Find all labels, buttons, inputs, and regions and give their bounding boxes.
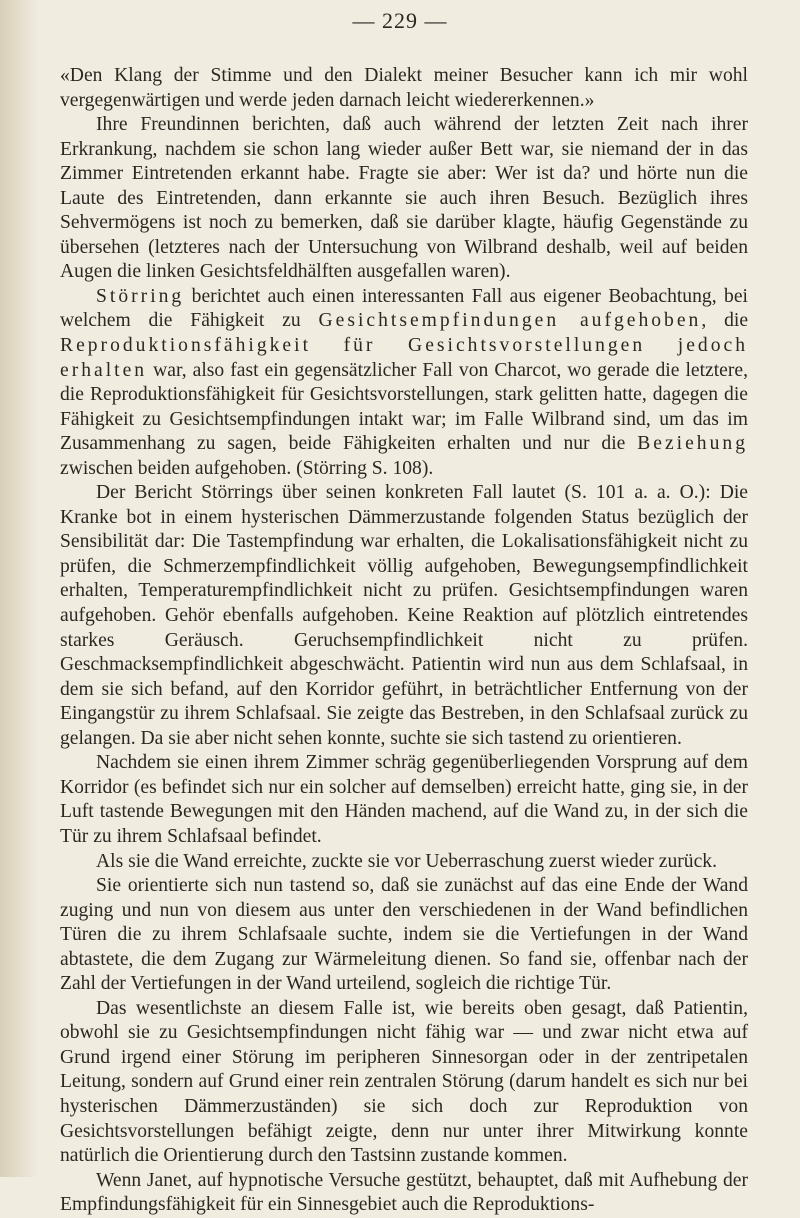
page-edge-shadow <box>0 0 38 1177</box>
text-segment: Der Bericht Störrings über seinen konkreten Fall lautet (S. 101 a. a. O.): Die Kranke bot in einem hysterischen Dämmerzustande folgenden Status bezüglich der Sensibilität dar: Die Tastempfindung war erhalten, die Lokalisationsfähigkeit nicht zu prüfen, die Schmerzempfindlichkeit völlig aufgehoben, Bewegungsempfindlichkeit erhalten, Temperaturempfindlichkeit nicht zu prüfen. Gesichtsempfindungen waren aufgehoben. Gehör ebenfalls aufgehoben. Keine Reaktion auf plötzlich eintretendes starkes Geräusch. Geruchsempfindlichkeit nicht zu prüfen. Geschmacksempfindlichkeit abgeschwächt. Patientin wird nun aus dem Schlafsaal, in dem sie sich befand, auf den Korridor geführt, in beträchtlicher Entfernung von der Eingangstür zu ihrem Schlafsaal. Sie zeigte das Bestreben, in den Schlafsaal zurück zu gelangen. Da sie aber nicht sehen konnte, suchte sie sich tastend zu orientieren. <box>60 482 748 749</box>
paragraph-p1 <box>60 64 748 113</box>
paragraph-p2 <box>60 113 748 285</box>
text-segment: , die <box>701 310 749 332</box>
paragraph-p6 <box>60 850 748 875</box>
text-segment: Wenn Janet, auf hypnotische Versuche gestützt, behauptet, daß mit Aufhebung der Empfindungsfähigkeit für ein Sinnesgebiet auch die Reproduktions- <box>60 1169 748 1216</box>
text-segment: «Den Klang der Stimme und den Dialekt meiner Besucher kann ich mir wohl vergegenwärtigen und werde jeden darnach leicht wiedererkennen.» <box>60 65 748 111</box>
paragraph-p3 <box>60 285 748 481</box>
text-segment: Nachdem sie einen ihrem Zimmer schräg gegenüberliegenden Vorsprung auf dem Korridor (es befindet sich nur ein solcher auf demselben) erreicht hatte, ging sie, in der Luft tastende Bewegungen mit den Händen machend, auf die Wand zu, in der sich die Tür zu ihrem Schlafsaal befindet. <box>60 752 748 847</box>
text-segment: Sie orientierte sich nun tastend so, daß sie zunächst auf das eine Ende der Wand zuging und nun von diesem aus unter den verschiedenen in der Wand befindlichen Türen die zu ihrem Schlafsaale suchte, indem sie die Vertiefungen in der Wand abtastete, die dem Zugang zur Wärmeleitung dienen. So fand sie, offenbar nach der Zahl der Vertiefungen in der Wand urteilend, sogleich die richtige Tür. <box>60 875 748 995</box>
paragraph-p9 <box>60 1169 748 1218</box>
paragraph-p4 <box>60 481 748 751</box>
spaced-text: Störring <box>96 285 185 307</box>
text-segment: Ihre Freundinnen berichten, daß auch während der letzten Zeit nach ihrer Erkrankung, nachdem sie schon lang wieder außer Bett war, sie niemand der in das Zimmer Eintretenden erkannt habe. Fragte sie aber: Wer ist da? und hörte nun die Laute des Eintretenden, dann erkannte sie auch ihren Besuch. Bezüglich ihres Sehvermögens ist noch zu bemerken, daß sie darüber klagte, häufig Gegenstände zu übersehen (letzteres nach der Untersuchung von Wilbrand deshalb, weil auf beiden Augen die linken Gesichtsfeldhälften ausgefallen waren). <box>60 114 748 283</box>
text-segment: berichtet auch einen interessanten Fall aus eigener Beobachtung, bei welchem die Fähigkeit zu <box>60 285 748 332</box>
spaced-text: Gesichtsempfindungen aufgehoben <box>318 310 702 332</box>
paragraph-p8 <box>60 997 748 1169</box>
page-number: — 229 — <box>352 8 448 33</box>
text-segment: war, also fast ein gegensätzlicher Fall von Charcot, wo gerade die letztere, die Reproduktionsfähigkeit für Gesichtsvorstellungen, stark gelitten hatte, dagegen die Fähigkeit zu Gesichtsempfindungen intakt war; im Falle Wilbrand sind, um das im Zusammenhang zu sagen, beide Fähigkeiten erhalten und nur die <box>60 359 748 455</box>
paragraph-p7 <box>60 874 748 997</box>
text-segment: Das wesentlichste an diesem Falle ist, wie bereits oben gesagt, daß Patientin, obwohl sie zu Gesichtsempfindungen nicht fähig war — und zwar nicht etwa auf Grund irgend einer Störung im peripheren Sinnesorgan oder in der zentripetalen Leitung, sondern auf Grund einer rein zentralen Störung (darum handelt es sich nur bei hysterischen Dämmerzuständen) sie sich doch zur Reproduktion von Gesichtsvorstellungen befähigt zeigte, denn nur unter ihrer Mitwirkung konnte natürlich die Orientierung durch den Tastsinn zustande kommen. <box>60 997 748 1167</box>
paragraph-p5 <box>60 751 748 849</box>
spaced-text: Beziehung <box>637 433 748 455</box>
spaced-text: Reproduktionsfähigkeit für Gesichtsvorstellungen jedoch erhalten <box>60 335 748 381</box>
text-segment: zwischen beiden aufgehoben. (Störring S. 108). <box>60 457 434 479</box>
body-text <box>60 64 748 1218</box>
text-segment: Als sie die Wand erreichte, zuckte sie vor Ueberraschung zuerst wieder zurück. <box>96 850 717 872</box>
